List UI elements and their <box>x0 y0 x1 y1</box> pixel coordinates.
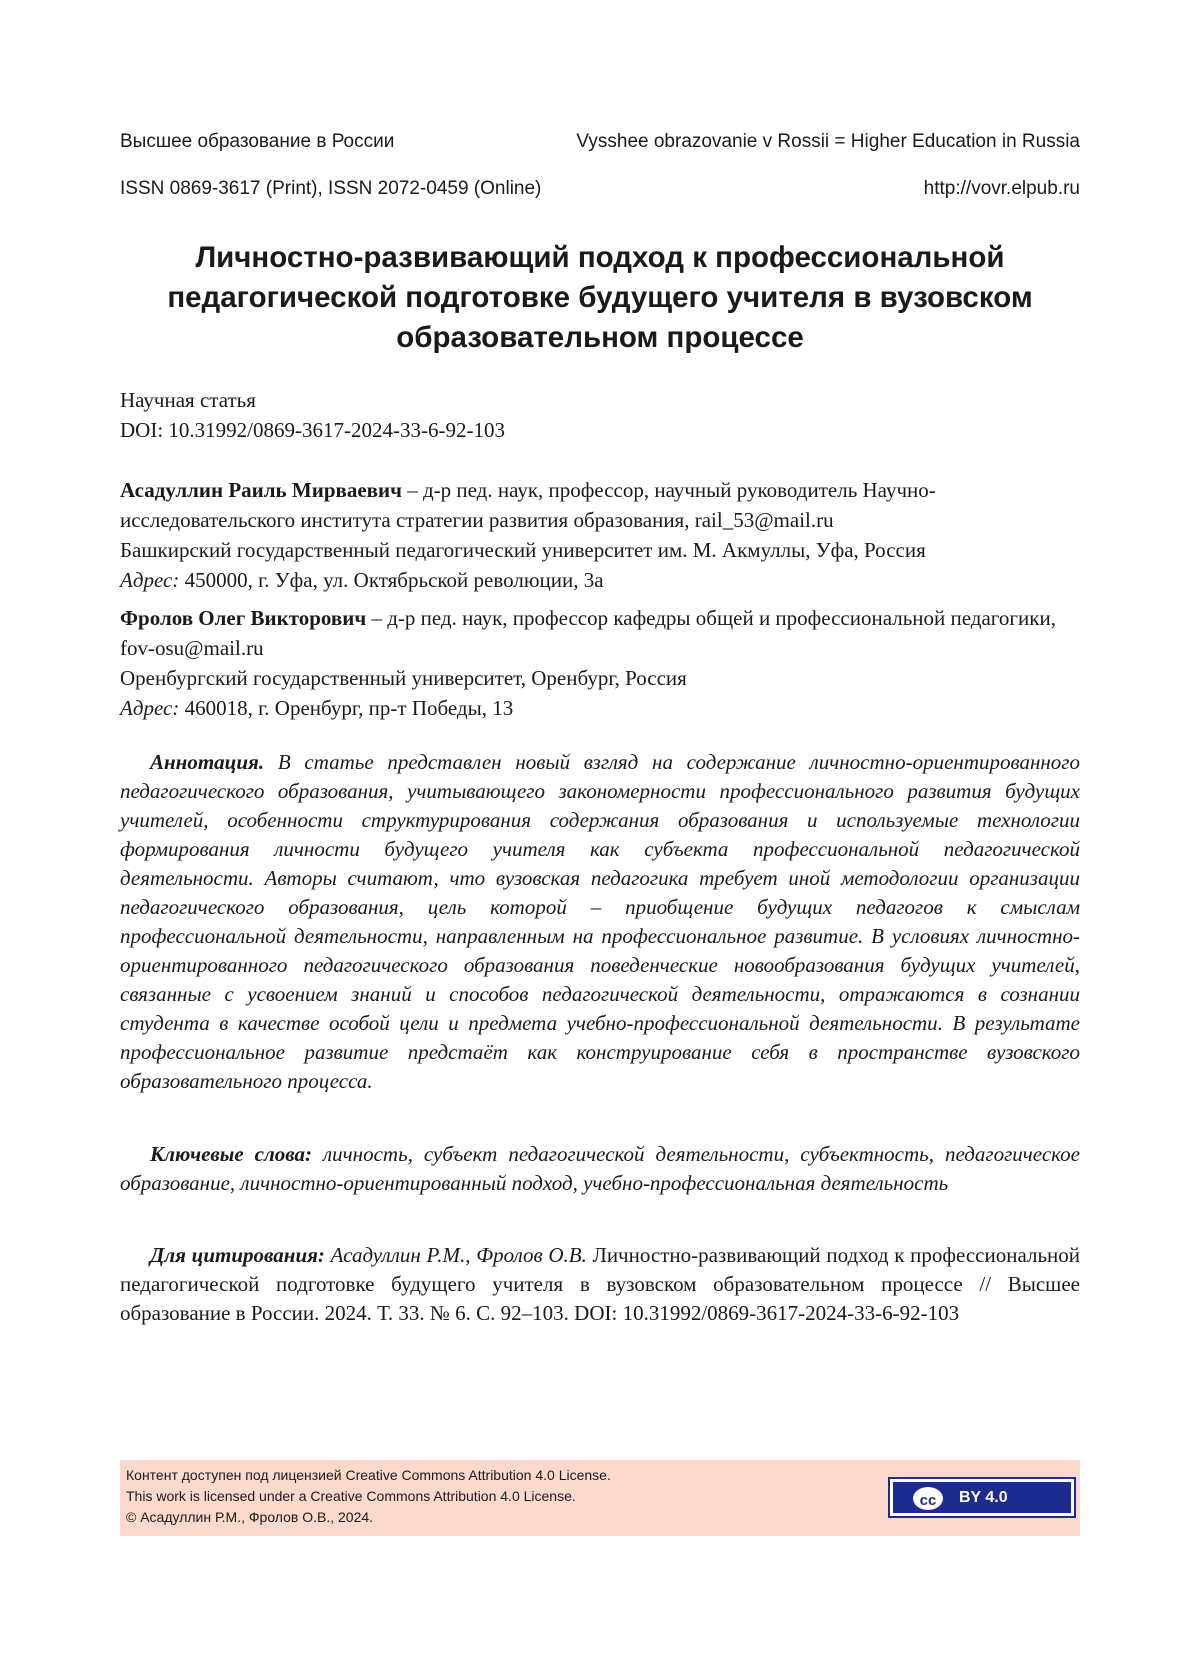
abstract-text: В статье представлен новый взгляд на содержание личностно-ориентированного педагогического образования, учитывающего закономерности профессионального развития будущих учителей, особенности структурирования содержания образования и используемые технологии формирования личности будущего учителя как субъекта профессиональной педагогической деятельности. Авторы считают, что вузовская педагогика требует иной методологии организации педагогического образования, цель которой – приобщение будущих педагогов к смыслам профессиональной деятельности, направленным на профессиональное развитие. В условиях личностно-ориентированного педагогического образования поведенческие новообразования будущих учителей, связанные с усвоением знаний и способов педагогической деятельности, отражаются в сознании студента в качестве особой цели и предмета учебно-профессиональной деятельности. В результате профессиональное развитие предстаёт как конструирование себя в пространстве вузовского образовательного процесса. <box>120 750 1080 1093</box>
citation <box>120 1241 1080 1328</box>
author-affiliation: Башкирский государственный педагогический университет им. М. Акмуллы, Уфа, Россия <box>120 538 926 562</box>
issn: ISSN 0869-3617 (Print), ISSN 2072-0459 (Online) <box>120 178 542 199</box>
copyright-line: © Асадуллин Р.М., Фролов О.В., 2024. <box>126 1509 374 1525</box>
author-2 <box>120 603 1080 723</box>
address-label: Адрес: <box>120 696 180 720</box>
author-name: Асадуллин Раиль Мирваевич <box>120 478 402 502</box>
cc-license-badge[interactable] <box>888 1477 1076 1518</box>
author-name: Фролов Олег Викторович <box>120 606 367 630</box>
citation-authors: Асадуллин Р.М., Фролов О.В. <box>324 1243 587 1267</box>
citation-label: Для цитирования: <box>150 1243 325 1267</box>
author-description: – д-р пед. наук, профессор, научный руководитель Научно-исследовательского института стратегии развития образования, rail_53@mail.ru <box>120 478 936 532</box>
article-type: Научная статья <box>120 388 256 412</box>
license-text <box>126 1465 611 1528</box>
authors-section <box>120 475 1080 731</box>
author-address <box>120 693 1080 723</box>
article-meta <box>120 385 1080 445</box>
keywords-label: Ключевые слова: <box>150 1142 313 1166</box>
address-value: 450000, г. Уфа, ул. Октябрьской революции, 3а <box>179 568 604 592</box>
citation-text: Личностно-развивающий подход к профессиональной педагогической подготовке будущего учителя в вузовском образовательном процессе // Высшее образование в России. 2024. Т. 33. № 6. С. 92–103. DOI: 10.31992/0869-3617-2024-33-6-92-103 <box>120 1243 1081 1325</box>
license-line-en: This work is licensed under a Creative Commons Attribution 4.0 License. <box>126 1488 576 1504</box>
article-doi: DOI: 10.31992/0869-3617-2024-33-6-92-103 <box>120 418 505 442</box>
journal-title-en: Vysshee obrazovanie v Rossii = Higher Education in Russia <box>576 131 1080 152</box>
license-line-ru: Контент доступен под лицензией Creative Commons Attribution 4.0 License. <box>126 1467 611 1483</box>
author-affiliation: Оренбургский государственный университет, Оренбург, Россия <box>120 666 687 690</box>
abstract-label: Аннотация. <box>150 750 265 774</box>
article-title: Личностно-развивающий подход к профессиональной педагогической подготовке будущего учителя в вузовском образовательном процессе <box>167 241 1033 354</box>
address-label: Адрес: <box>120 568 180 592</box>
author-address <box>120 565 1080 595</box>
keywords-text: личность, субъект педагогической деятельности, субъектность, педагогическое образование, личностно-ориентированный подход, учебно-профессиональная деятельность <box>120 1142 1080 1195</box>
journal-title-ru: Высшее образование в России <box>120 131 395 152</box>
journal-url[interactable]: http://vovr.elpub.ru <box>923 178 1080 199</box>
abstract <box>120 748 1080 1096</box>
author-description: – д-р пед. наук, профессор кафедры общей и профессиональной педагогики, fov-osu@mail.ru <box>120 606 1056 660</box>
license-box <box>120 1460 1080 1536</box>
cc-badge-label: BY 4.0 <box>959 1489 1008 1506</box>
cc-badge-inner <box>893 1482 1071 1513</box>
address-value: 460018, г. Оренбург, пр-т Победы, 13 <box>179 696 514 720</box>
author-1 <box>120 475 1080 595</box>
cc-icon: cc <box>911 1485 945 1512</box>
keywords <box>120 1140 1080 1198</box>
